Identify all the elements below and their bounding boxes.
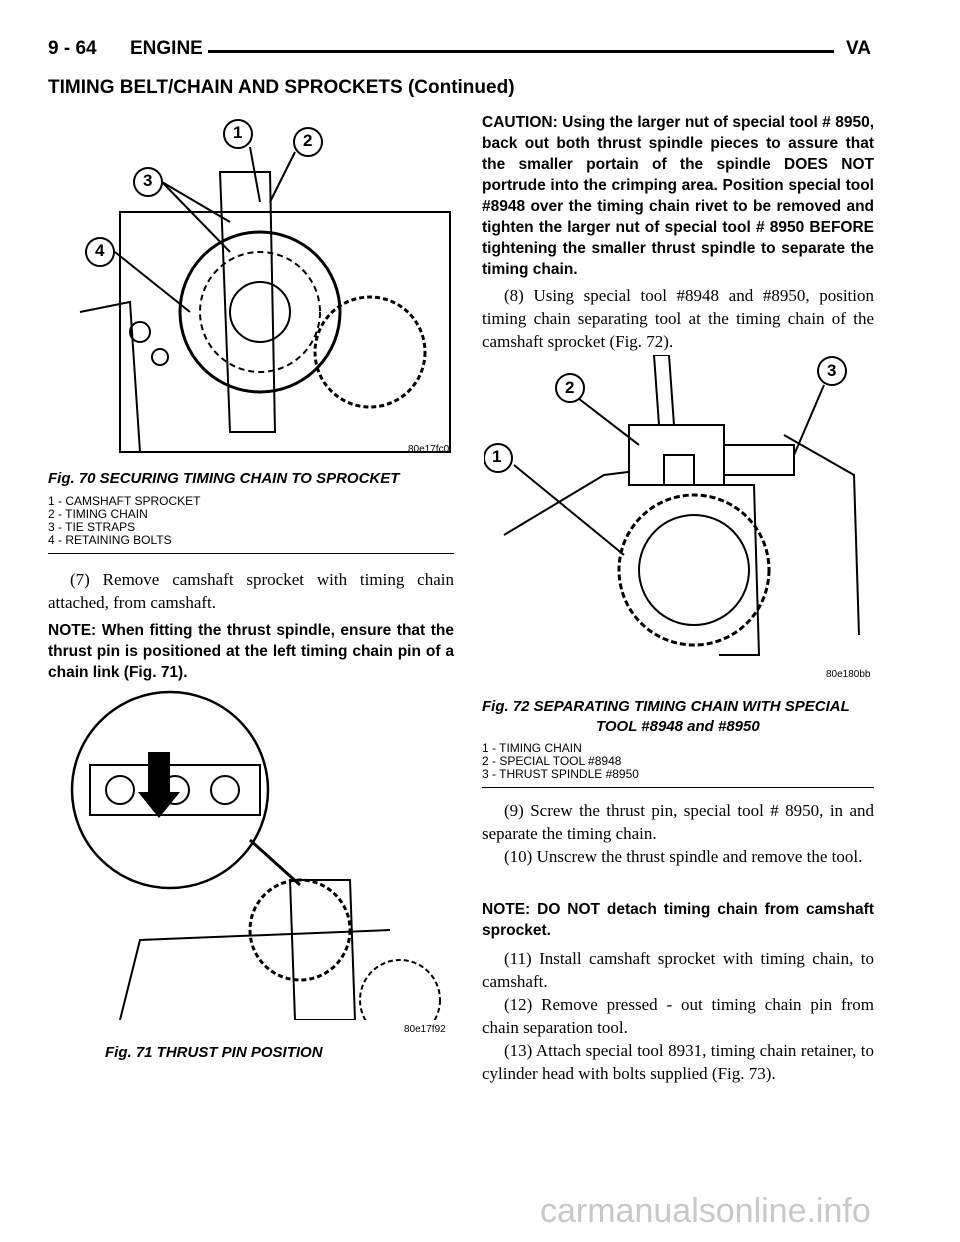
fig72-caption-line1: Fig. 72 SEPARATING TIMING CHAIN WITH SPECIAL — [482, 698, 850, 715]
note-thrust-spindle: NOTE: When fitting the thrust spindle, ensure that the thrust pin is positioned at the left timing chain pin of a chain link (Fig. 71). — [48, 622, 454, 681]
fig72-illustration — [484, 355, 874, 675]
fig70-legend — [48, 495, 200, 547]
fig72-legend-item: 3 - THRUST SPINDLE #8950 — [482, 767, 639, 781]
fig70-legend-item: 4 - RETAINING BOLTS — [48, 533, 172, 547]
fig72-legend-item: 1 - TIMING CHAIN — [482, 741, 582, 755]
fig71-caption: Fig. 71 THRUST PIN POSITION — [105, 1044, 323, 1061]
fig72-callout-1: 1 — [492, 447, 502, 466]
fig71-code: 80e17f92 — [404, 1024, 446, 1035]
step-13: (13) Attach special tool 8931, timing chain retainer, to cylinder head with bolts supplied (Fig. 73). — [482, 1041, 874, 1083]
fig72-legend-item: 2 - SPECIAL TOOL #8948 — [482, 754, 622, 768]
fig72-code: 80e180bb — [826, 669, 871, 680]
step-12: (12) Remove pressed - out timing chain pin from chain separation tool. — [482, 995, 874, 1037]
page-number: 9 - 64 — [48, 38, 97, 59]
header-rule — [208, 50, 834, 53]
step-8: (8) Using special tool #8948 and #8950, position timing chain separating tool at the timing chain of the camshaft sprocket (Fig. 72). — [482, 286, 874, 351]
note-do-not-detach: NOTE: DO NOT detach timing chain from camshaft sprocket. — [482, 901, 874, 939]
fig70-legend-item: 1 - CAMSHAFT SPROCKET — [48, 494, 201, 508]
caution-text: CAUTION: Using the larger nut of special tool # 8950, back out both thrust spindle pieces to assure that the smaller portain of the spindle DOES NOT portrude into the crimping area. Position special tool #8948 over the timing chain rivet to be removed and tighten the larger nut of special tool # 8950 BEFORE tightening the smaller thrust spindle to separate the timing chain. — [482, 114, 874, 278]
step-7: (7) Remove camshaft sprocket with timing chain attached, from camshaft. — [48, 570, 454, 612]
fig72-legend — [482, 742, 639, 781]
fig70-legend-item: 3 - TIE STRAPS — [48, 520, 136, 534]
fig70-illustration — [70, 112, 454, 462]
fig70-callout-3: 3 — [143, 171, 153, 190]
fig72-rule — [482, 787, 874, 788]
fig72-callout-2: 2 — [565, 378, 575, 397]
fig70-callout-2: 2 — [303, 131, 313, 150]
watermark: carmanualsonline.info — [540, 1192, 871, 1230]
fig72-callout-3: 3 — [827, 361, 837, 380]
model-code: VA — [846, 38, 871, 59]
step-11: (11) Install camshaft sprocket with timing chain, to camshaft. — [482, 949, 874, 991]
fig70-code: 80e17fc0 — [408, 444, 450, 455]
fig70-callout-1: 1 — [233, 123, 243, 142]
section-name: ENGINE — [130, 38, 203, 59]
fig71-illustration — [60, 690, 454, 1020]
step-10: (10) Unscrew the thrust spindle and remove the tool. — [504, 847, 863, 866]
page-title: TIMING BELT/CHAIN AND SPROCKETS (Continued) — [48, 77, 515, 98]
fig72-caption-line2: TOOL #8948 and #8950 — [596, 718, 760, 735]
fig70-legend-item: 2 - TIMING CHAIN — [48, 507, 148, 521]
fig70-rule — [48, 553, 454, 554]
fig70-callout-4: 4 — [95, 241, 105, 260]
fig70-caption: Fig. 70 SECURING TIMING CHAIN TO SPROCKET — [48, 470, 400, 487]
step-9: (9) Screw the thrust pin, special tool # 8950, in and separate the timing chain. — [482, 801, 874, 843]
